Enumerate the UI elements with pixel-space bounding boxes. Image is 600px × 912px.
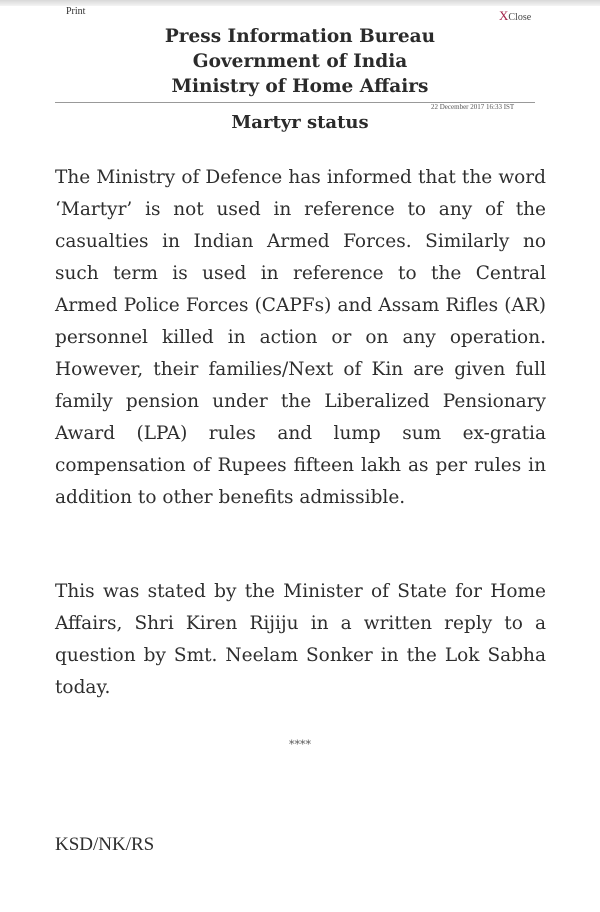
body-paragraph-2: This was stated by the Minister of State for Home Affairs, Shri Kiren Rijiju in a written reply to a question by Smt. Neelam Sonker in the Lok Sabha today.	[55, 581, 546, 698]
ministry-name: Ministry of Home Affairs	[171, 76, 429, 97]
print-link[interactable]: Print	[66, 6, 86, 17]
close-button[interactable]	[499, 8, 531, 24]
separator-stars: ****	[289, 738, 311, 751]
government-name: Government of India	[192, 51, 408, 72]
close-icon: X	[499, 8, 509, 23]
top-band	[0, 0, 600, 6]
body-paragraph-1: The Ministry of Defence has informed that the word ‘Martyr’ is not used in reference to any of the casualties in Indian Armed Forces. Similarly no such term is used in reference to the Central Armed Police Forces (CAPFs) and Assam Rifles (AR) personnel killed in action or on any operation. However, their families/Next of Kin are given full family pension under the Liberalized Pensionary Award (LPA) rules and lump sum ex-gratia compensation of Rupees fifteen lakh as per rules in addition to other benefits admissible.	[55, 167, 546, 508]
reference-code: KSD/NK/RS	[55, 834, 155, 855]
release-title: Martyr status	[231, 112, 369, 133]
close-label: Close	[508, 12, 532, 23]
release-timestamp: 22 December 2017 16:33 IST	[431, 103, 515, 111]
header	[0, 24, 600, 99]
bureau-name: Press Information Bureau	[164, 26, 436, 47]
